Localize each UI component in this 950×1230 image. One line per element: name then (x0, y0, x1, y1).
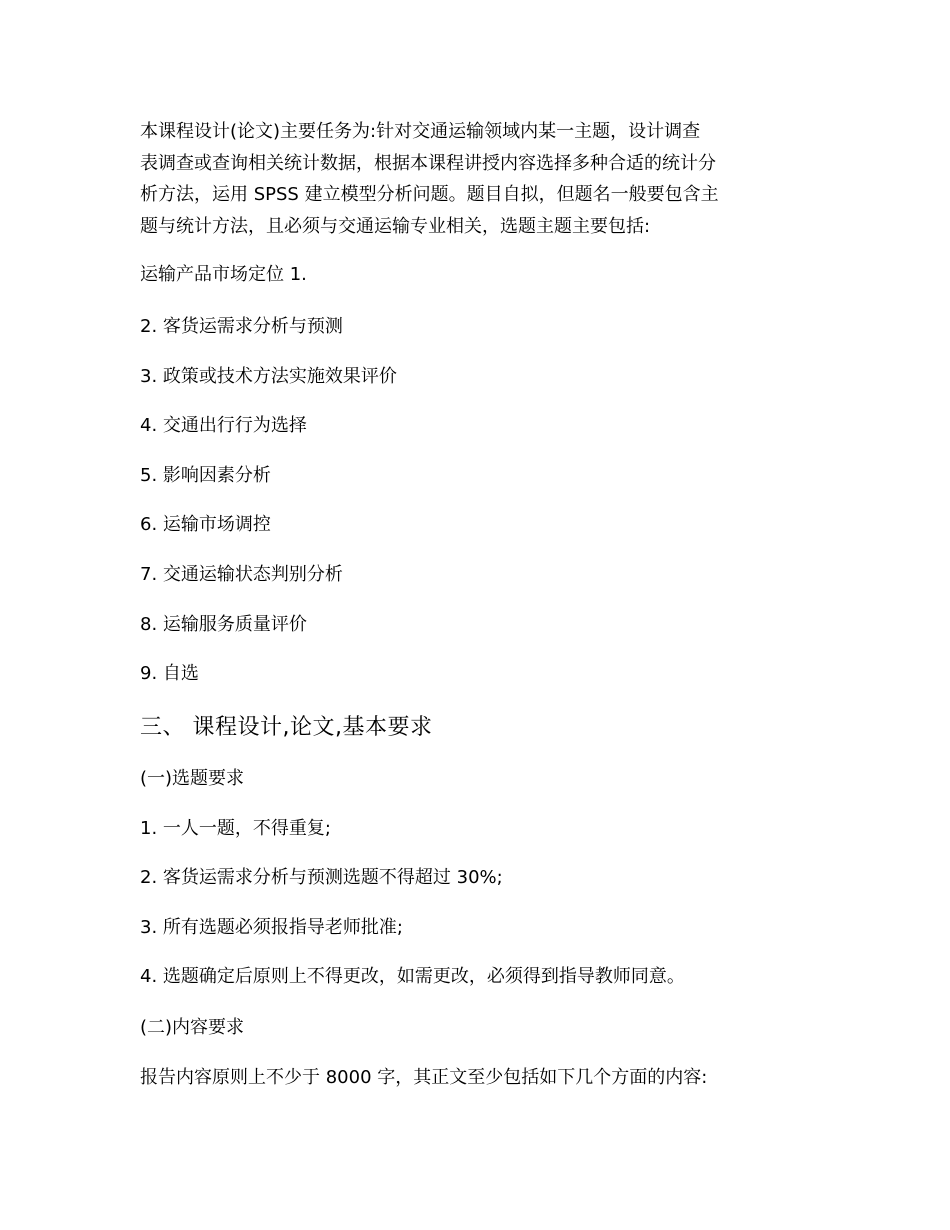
requirement-item: 3. 所有选题必须报指导老师批准; (140, 917, 403, 938)
intro-line: 本课程设计(论文)主要任务为:针对交通运输领域内某一主题，设计调查 (140, 121, 701, 142)
content-requirement-text: 报告内容原则上不少于 8000 字，其正文至少包括如下几个方面的内容: (140, 1067, 708, 1088)
intro-paragraph (140, 116, 820, 242)
topic-item: 5. 影响因素分析 (140, 465, 271, 486)
requirement-item: 4. 选题确定后原则上不得更改，如需更改，必须得到指导教师同意。 (140, 966, 685, 987)
topic-item: 6. 运输市场调控 (140, 514, 271, 535)
requirement-item: 1. 一人一题，不得重复; (140, 818, 331, 839)
topic-item: 运输产品市场定位 1. (140, 264, 307, 285)
intro-line: 题与统计方法，且必须与交通运输专业相关，选题主题主要包括: (140, 215, 651, 237)
topic-item: 7. 交通运输状态判别分析 (140, 564, 343, 585)
topic-item: 4. 交通出行行为选择 (140, 415, 307, 436)
subsection-title: (一)选题要求 (140, 768, 245, 789)
intro-line: 析方法，运用 SPSS 建立模型分析问题。题目自拟，但题名一般要包含主 (140, 184, 719, 205)
subsection-title: (二)内容要求 (140, 1017, 245, 1038)
topic-item: 3. 政策或技术方法实施效果评价 (140, 366, 397, 387)
requirement-item: 2. 客货运需求分析与预测选题不得超过 30%; (140, 867, 503, 888)
section-heading: 三、 课程设计,论文,基本要求 (140, 715, 433, 740)
topic-item: 8. 运输服务质量评价 (140, 614, 307, 635)
topic-item: 2. 客货运需求分析与预测 (140, 316, 343, 337)
topic-item: 9. 自选 (140, 663, 199, 684)
intro-line: 表调查或查询相关统计数据，根据本课程讲授内容选择多种合适的统计分 (140, 152, 716, 174)
